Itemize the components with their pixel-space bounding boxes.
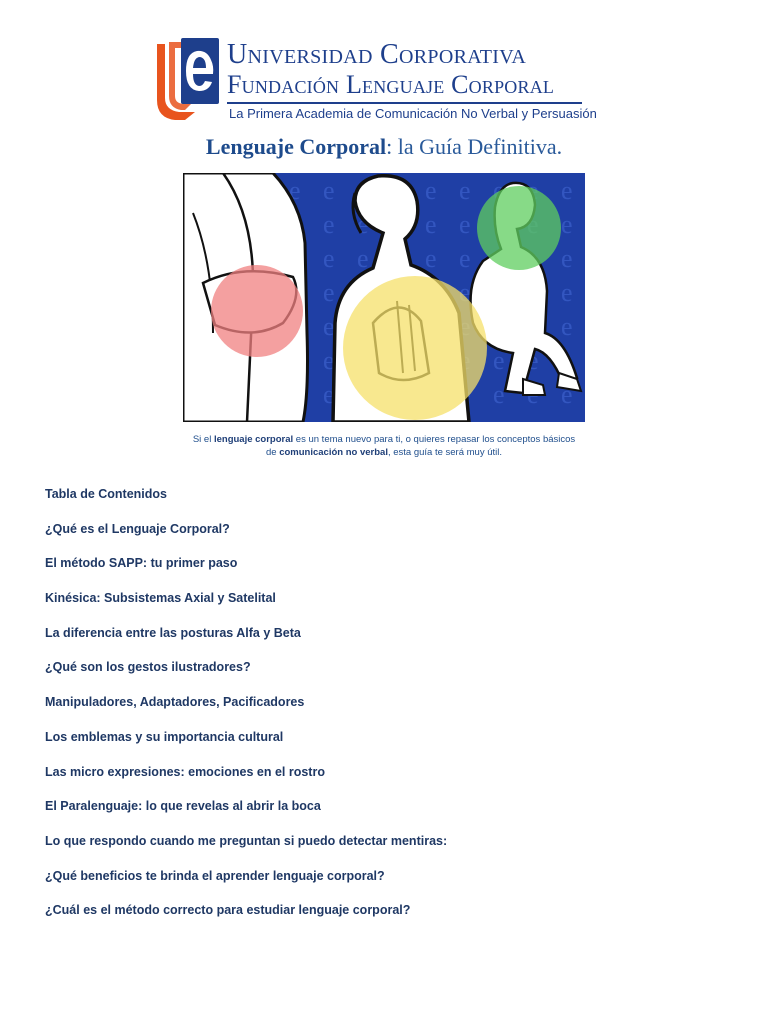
table-of-contents bbox=[45, 486, 745, 937]
toc-item[interactable]: Kinésica: Subsistemas Axial y Satelital bbox=[45, 591, 276, 606]
toc-item[interactable]: ¿Cuál es el método correcto para estudiar lenguaje corporal? bbox=[45, 903, 411, 918]
toc-item[interactable]: Las micro expresiones: emociones en el rostro bbox=[45, 764, 325, 779]
university-name: Universidad Corporativa bbox=[227, 39, 527, 70]
university-logo bbox=[155, 38, 221, 120]
highlight-yellow bbox=[343, 276, 487, 420]
guide-title-bold: Lenguaje Corporal bbox=[205, 134, 387, 159]
intro-bold: lenguaje corporal bbox=[213, 434, 294, 445]
body-language-illustration bbox=[183, 173, 585, 422]
guide-title-rest: : la Guía Definitiva. bbox=[386, 134, 563, 159]
intro-text: , esta guía te será muy útil. bbox=[387, 447, 503, 458]
guide-title bbox=[0, 134, 768, 160]
toc-item[interactable]: El método SAPP: tu primer paso bbox=[45, 556, 238, 571]
intro-text: de bbox=[265, 447, 280, 458]
toc-item[interactable]: La diferencia entre las posturas Alfa y Beta bbox=[45, 625, 301, 640]
intro-paragraph bbox=[183, 433, 585, 459]
intro-text: es un tema nuevo para ti, o quieres repasar los conceptos básicos bbox=[293, 434, 576, 445]
tagline: La Primera Academia de Comunicación No Verbal y Persuasión bbox=[229, 106, 597, 121]
toc-item[interactable]: El Paralenguaje: lo que revelas al abrir la boca bbox=[45, 799, 321, 814]
university-header bbox=[155, 38, 595, 124]
toc-item[interactable]: Manipuladores, Adaptadores, Pacificadores bbox=[45, 695, 305, 710]
highlight-red bbox=[211, 265, 303, 357]
header-divider bbox=[227, 102, 582, 104]
toc-heading: Tabla de Contenidos bbox=[45, 487, 167, 501]
highlight-green bbox=[477, 186, 561, 270]
toc-item[interactable]: ¿Qué beneficios te brinda el aprender lenguaje corporal? bbox=[45, 868, 385, 883]
intro-text: Si el bbox=[192, 434, 214, 445]
toc-item[interactable]: Los emblemas y su importancia cultural bbox=[45, 729, 284, 744]
toc-item[interactable]: ¿Qué son los gestos ilustradores? bbox=[45, 660, 251, 675]
intro-bold: comunicación no verbal bbox=[279, 447, 388, 458]
toc-item[interactable]: ¿Qué es el Lenguaje Corporal? bbox=[45, 521, 230, 536]
toc-item[interactable]: Lo que respondo cuando me preguntan si puedo detectar mentiras: bbox=[45, 833, 448, 848]
foundation-name: Fundación Lenguaje Corporal bbox=[227, 70, 555, 99]
